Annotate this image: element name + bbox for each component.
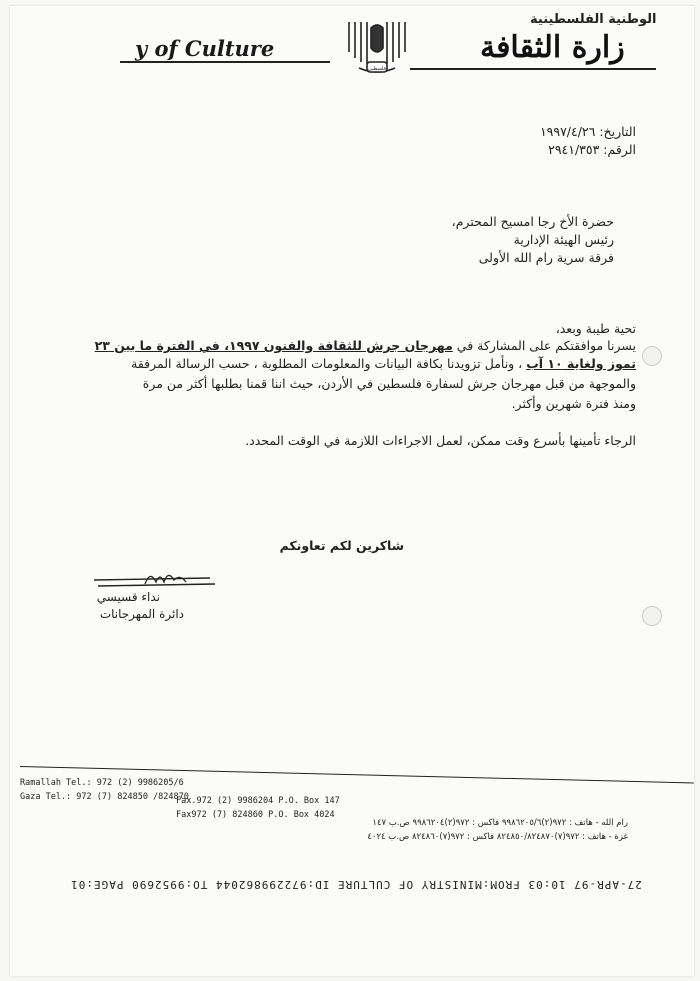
body-line-4: ومنذ فترة شهرين وأكثر.	[511, 396, 636, 411]
closing-thanks: شاكرين لكم تعاونكم	[279, 538, 404, 553]
letterhead-rule-right	[410, 68, 656, 70]
footer-ramallah-tel: Ramallah Tel.: 972 (2) 9986205/6	[20, 778, 184, 788]
body-line-1-text: يسرنا موافقتكم على المشاركة في	[456, 338, 636, 353]
letterhead-english: y of Culture	[135, 36, 275, 61]
svg-text:فلسطين: فلسطين	[368, 66, 386, 72]
festival-dates-highlight: تموز ولغاية ١٠ آب	[526, 356, 636, 371]
eagle-emblem-icon	[345, 18, 409, 80]
letter-sheet	[10, 6, 694, 976]
festival-name-highlight: مهرجان جرش للثقافة والفنون ١٩٩٧، في الفترة ما بين ٢٣	[94, 338, 453, 353]
greeting: تحية طيبة وبعد،	[555, 321, 636, 336]
footer-arabic-ramallah: رام الله - هاتف : ٩٧٢(٢)٩٩٨٦٢٠٥/٦ فاكس : ٩٧٢(٢)٩٩٨٦٢٠٤ ص.ب ١٤٧	[372, 818, 628, 828]
body-line-2-text: ، ونأمل تزويدنا بكافة البيانات والمعلومات المطلوبة ، حسب الرسالة المرفقة	[131, 356, 523, 371]
footer-gaza-fax: Fax972 (7) 824860 P.O. Box 4024	[176, 810, 335, 820]
letterhead-arabic-authority: الوطنية الفلسطينية	[530, 12, 657, 27]
footer-gaza-tel: Gaza Tel.: 972 (7) 824850 /824870	[20, 792, 189, 802]
punch-hole-lower	[642, 606, 662, 626]
body-line-3: والموجهة من قبل مهرجان جرش لسفارة فلسطين في الأردن، حيث اننا قمنا بطلبها أكثر من مرة	[142, 376, 636, 391]
body-line-5: الرجاء تأمينها بأسرع وقت ممكن، لعمل الاجراءات اللازمة في الوقت المحدد.	[245, 433, 636, 448]
body-line-1	[95, 338, 636, 353]
signatory-name: نداء قسيسي	[96, 590, 160, 604]
recipient-line-3: فرقة سرية رام الله الأولى	[478, 250, 614, 265]
signatory-department: دائرة المهرجانات	[99, 607, 184, 621]
recipient-line-2: رئيس الهيئة الإدارية	[513, 232, 614, 247]
footer-arabic-gaza: غزة - هاتف : ٩٧٢(٧)٨٢٤٨٥٠/٨٢٤٨٧٠ فاكس : ٩٧٢(٧)٨٢٤٨٦٠ ص.ب ٤٠٢٤	[367, 832, 628, 842]
letterhead-arabic-ministry: زارة الثقافة	[480, 30, 625, 65]
punch-hole-upper	[642, 346, 662, 366]
recipient-line-1: حضرة الأخ رجا امسيح المحترم،	[451, 214, 614, 229]
letterhead-rule-left	[120, 61, 330, 63]
body-line-2	[131, 356, 636, 371]
footer-ramallah-fax: Fax.972 (2) 9986204 P.O. Box 147	[176, 796, 340, 806]
letter-date: التاريخ: ١٩٩٧/٤/٢٦	[539, 124, 636, 139]
letter-reference: الرقم: ٢٩٤١/٣٥٣	[548, 142, 636, 157]
fax-transmission-header: 27-APR-97 10:03 FROM:MINISTRY OF CULTURE ID:972299862044 TO:9952690 PAGE:01	[70, 878, 642, 891]
